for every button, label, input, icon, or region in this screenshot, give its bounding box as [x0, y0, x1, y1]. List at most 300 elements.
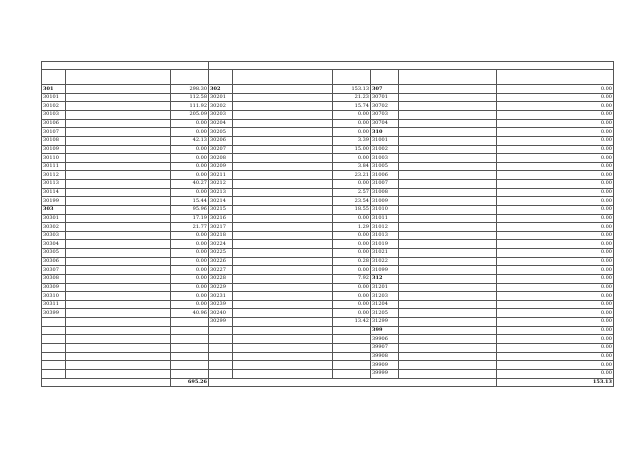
- cell-code: 30110: [42, 154, 66, 163]
- cell-amount: 0.00: [333, 214, 371, 223]
- table-row: [42, 369, 614, 378]
- cell-name: [233, 361, 333, 370]
- cell-name: [233, 343, 333, 352]
- cell-name: [233, 231, 333, 240]
- cell-amount: 21.23: [333, 93, 371, 102]
- cell-code: 31203: [371, 292, 399, 301]
- cell-name: [66, 335, 171, 344]
- cell-name: [66, 119, 171, 128]
- cell-amount: 0.00: [333, 119, 371, 128]
- cell-code: 30399: [42, 309, 66, 318]
- cell-code: 39999: [371, 369, 399, 378]
- cell-code: [42, 352, 66, 361]
- cell-amount: 0.00: [171, 249, 209, 258]
- cell-amount: 0.00: [171, 145, 209, 154]
- cell-amount: [171, 369, 209, 378]
- cell-code: 30299: [209, 318, 233, 327]
- cell-code: 30311: [42, 300, 66, 309]
- cell-amount: 0.00: [497, 249, 614, 258]
- cell-amount: [333, 326, 371, 335]
- cell-code: 31003: [371, 154, 399, 163]
- cell-amount: 40.27: [171, 180, 209, 189]
- cell-amount: 0.00: [497, 136, 614, 145]
- cell-code: 30225: [209, 249, 233, 258]
- table-row: [42, 93, 614, 102]
- cell-name: [66, 223, 171, 232]
- cell-code: 30228: [209, 274, 233, 283]
- cell-code: 31010: [371, 205, 399, 214]
- cell-amount: 0.00: [497, 266, 614, 275]
- cell-code: 31204: [371, 300, 399, 309]
- public-total-label: [209, 378, 497, 386]
- table-row: [42, 162, 614, 171]
- cell-amount: 0.00: [497, 309, 614, 318]
- cell-amount: [333, 343, 371, 352]
- cell-name: [66, 283, 171, 292]
- cell-name: [66, 111, 171, 120]
- cell-amount: 0.00: [497, 188, 614, 197]
- cell-code: 30303: [42, 231, 66, 240]
- cell-name: [233, 136, 333, 145]
- cell-amount: 17.19: [171, 214, 209, 223]
- cell-amount: 0.00: [171, 257, 209, 266]
- cell-name: [399, 361, 497, 370]
- cell-code: 30111: [42, 162, 66, 171]
- cell-code: 30240: [209, 309, 233, 318]
- cell-code: 31021: [371, 249, 399, 258]
- table-row: [42, 85, 614, 94]
- cell-code: 303: [42, 205, 66, 214]
- cell-code: 31005: [371, 162, 399, 171]
- cell-name: [233, 214, 333, 223]
- cell-name: [233, 180, 333, 189]
- cell-amount: [171, 343, 209, 352]
- cell-amount: 0.00: [333, 111, 371, 120]
- cell-name: [233, 352, 333, 361]
- cell-name: [233, 249, 333, 258]
- cell-code: 310: [371, 128, 399, 137]
- cell-code: 30204: [209, 119, 233, 128]
- table-row: [42, 154, 614, 163]
- cell-code: 30207: [209, 145, 233, 154]
- cell-amount: 0.00: [497, 128, 614, 137]
- cell-code: [209, 369, 233, 378]
- cell-code: 31012: [371, 223, 399, 232]
- cell-name: [66, 197, 171, 206]
- cell-name: [66, 309, 171, 318]
- col-header-name: [66, 70, 171, 85]
- cell-amount: 95.96: [171, 205, 209, 214]
- cell-code: [42, 369, 66, 378]
- cell-name: [233, 145, 333, 154]
- cell-amount: 112.58: [171, 93, 209, 102]
- cell-name: [233, 197, 333, 206]
- cell-amount: 0.00: [333, 180, 371, 189]
- cell-amount: 40.96: [171, 309, 209, 318]
- cell-name: [66, 171, 171, 180]
- cell-name: [233, 162, 333, 171]
- cell-code: 302: [209, 85, 233, 94]
- cell-name: [66, 292, 171, 301]
- cell-code: 31006: [371, 171, 399, 180]
- cell-amount: [333, 361, 371, 370]
- cell-amount: 0.00: [497, 223, 614, 232]
- cell-amount: 0.00: [333, 231, 371, 240]
- cell-code: 30227: [209, 266, 233, 275]
- cell-amount: 13.42: [333, 318, 371, 327]
- cell-code: 30107: [42, 128, 66, 137]
- cell-code: 31022: [371, 257, 399, 266]
- cell-name: [66, 343, 171, 352]
- cell-name: [399, 93, 497, 102]
- cell-name: [66, 205, 171, 214]
- cell-code: [42, 343, 66, 352]
- cell-code: 39906: [371, 335, 399, 344]
- cell-code: 30701: [371, 93, 399, 102]
- cell-name: [233, 93, 333, 102]
- cell-code: 30201: [209, 93, 233, 102]
- cell-amount: 15.00: [333, 145, 371, 154]
- cell-amount: 0.00: [497, 180, 614, 189]
- cell-name: [66, 326, 171, 335]
- cell-name: [399, 249, 497, 258]
- cell-amount: 0.00: [333, 240, 371, 249]
- table-row: [42, 352, 614, 361]
- cell-code: 31019: [371, 240, 399, 249]
- cell-name: [66, 266, 171, 275]
- personnel-section-header: [42, 62, 209, 70]
- cell-name: [233, 257, 333, 266]
- cell-name: [233, 111, 333, 120]
- cell-name: [399, 283, 497, 292]
- table-row: [42, 205, 614, 214]
- cell-amount: 0.00: [333, 283, 371, 292]
- cell-name: [233, 266, 333, 275]
- cell-name: [233, 154, 333, 163]
- table-row: [42, 309, 614, 318]
- cell-code: 30215: [209, 205, 233, 214]
- cell-code: 31013: [371, 231, 399, 240]
- cell-name: [233, 128, 333, 137]
- cell-code: [42, 318, 66, 327]
- cell-amount: 0.00: [497, 369, 614, 378]
- cell-code: 30216: [209, 214, 233, 223]
- personnel-total-label: [42, 378, 171, 386]
- cell-amount: 0.00: [171, 283, 209, 292]
- col-header-amount: [171, 70, 209, 85]
- cell-code: [42, 361, 66, 370]
- cell-name: [399, 318, 497, 327]
- cell-code: 31002: [371, 145, 399, 154]
- cell-amount: 0.00: [333, 309, 371, 318]
- cell-code: 30309: [42, 283, 66, 292]
- cell-name: [399, 214, 497, 223]
- cell-name: [66, 352, 171, 361]
- cell-name: [66, 231, 171, 240]
- cell-code: 31201: [371, 283, 399, 292]
- table-row: [42, 266, 614, 275]
- cell-amount: 0.00: [497, 119, 614, 128]
- table-row: [42, 343, 614, 352]
- cell-name: [233, 102, 333, 111]
- cell-code: 301: [42, 85, 66, 94]
- cell-amount: [171, 318, 209, 327]
- cell-name: [233, 335, 333, 344]
- cell-amount: 111.92: [171, 102, 209, 111]
- cell-amount: 0.00: [497, 111, 614, 120]
- cell-amount: 0.00: [497, 300, 614, 309]
- cell-amount: 23.54: [333, 197, 371, 206]
- cell-name: [399, 274, 497, 283]
- cell-amount: 7.92: [333, 274, 371, 283]
- cell-code: 30310: [42, 292, 66, 301]
- cell-name: [399, 197, 497, 206]
- cell-code: 31009: [371, 197, 399, 206]
- cell-code: 30226: [209, 257, 233, 266]
- cell-amount: 0.00: [497, 240, 614, 249]
- cell-name: [399, 309, 497, 318]
- cell-name: [399, 180, 497, 189]
- cell-name: [399, 128, 497, 137]
- cell-amount: 2.57: [333, 188, 371, 197]
- cell-amount: [171, 352, 209, 361]
- cell-amount: 0.00: [497, 214, 614, 223]
- cell-amount: 0.00: [497, 162, 614, 171]
- table-row: [42, 223, 614, 232]
- cell-amount: 0.00: [171, 119, 209, 128]
- cell-name: [233, 283, 333, 292]
- cell-code: 30203: [209, 111, 233, 120]
- cell-name: [399, 102, 497, 111]
- cell-name: [233, 309, 333, 318]
- cell-name: [399, 145, 497, 154]
- table-row: [42, 283, 614, 292]
- cell-code: 30113: [42, 180, 66, 189]
- cell-code: 312: [371, 274, 399, 283]
- cell-amount: 0.00: [497, 197, 614, 206]
- cell-name: [66, 102, 171, 111]
- table-row: [42, 274, 614, 283]
- cell-code: 307: [371, 85, 399, 94]
- public-section-header: [209, 62, 614, 70]
- table-row: [42, 145, 614, 154]
- cell-code: 31099: [371, 266, 399, 275]
- cell-amount: 0.00: [497, 274, 614, 283]
- cell-amount: 0.00: [171, 300, 209, 309]
- cell-amount: 0.00: [497, 292, 614, 301]
- table-row: [42, 318, 614, 327]
- cell-code: 30106: [42, 119, 66, 128]
- cell-name: [66, 369, 171, 378]
- cell-name: [233, 188, 333, 197]
- cell-name: [399, 136, 497, 145]
- cell-name: [233, 318, 333, 327]
- cell-code: [209, 352, 233, 361]
- cell-code: 30308: [42, 274, 66, 283]
- cell-amount: 0.00: [171, 292, 209, 301]
- cell-amount: 153.13: [333, 85, 371, 94]
- cell-name: [66, 240, 171, 249]
- cell-code: 30102: [42, 102, 66, 111]
- table-row: [42, 335, 614, 344]
- cell-code: 30229: [209, 283, 233, 292]
- table-row: [42, 214, 614, 223]
- cell-code: 30214: [209, 197, 233, 206]
- cell-code: 39909: [371, 361, 399, 370]
- cell-amount: 0.00: [497, 85, 614, 94]
- cell-name: [66, 300, 171, 309]
- cell-name: [66, 85, 171, 94]
- table-row: [42, 111, 614, 120]
- cell-amount: 0.00: [497, 93, 614, 102]
- table-row: [42, 300, 614, 309]
- cell-code: 30209: [209, 162, 233, 171]
- expenditure-table: [41, 61, 614, 387]
- cell-name: [399, 188, 497, 197]
- cell-amount: 15.74: [333, 102, 371, 111]
- cell-code: 30112: [42, 171, 66, 180]
- cell-name: [233, 326, 333, 335]
- col-header-name: [399, 70, 497, 85]
- cell-code: 30101: [42, 93, 66, 102]
- cell-name: [66, 145, 171, 154]
- cell-code: 30307: [42, 266, 66, 275]
- cell-amount: 0.00: [497, 283, 614, 292]
- cell-code: 30206: [209, 136, 233, 145]
- cell-name: [66, 93, 171, 102]
- cell-code: 30202: [209, 102, 233, 111]
- cell-name: [399, 231, 497, 240]
- cell-amount: 23.21: [333, 171, 371, 180]
- cell-code: 31205: [371, 309, 399, 318]
- col-header-amount: [497, 70, 614, 85]
- cell-amount: 298.30: [171, 85, 209, 94]
- cell-name: [399, 369, 497, 378]
- cell-name: [399, 240, 497, 249]
- cell-amount: 0.00: [497, 171, 614, 180]
- table-row: [42, 180, 614, 189]
- cell-code: 30301: [42, 214, 66, 223]
- cell-amount: 0.00: [333, 266, 371, 275]
- cell-name: [233, 85, 333, 94]
- cell-code: 399: [371, 326, 399, 335]
- cell-name: [66, 361, 171, 370]
- table-row: [42, 171, 614, 180]
- cell-name: [399, 85, 497, 94]
- table-row: [42, 292, 614, 301]
- cell-name: [399, 292, 497, 301]
- cell-name: [399, 326, 497, 335]
- cell-code: 30702: [371, 102, 399, 111]
- cell-code: 30239: [209, 300, 233, 309]
- cell-code: [209, 326, 233, 335]
- cell-code: 30217: [209, 223, 233, 232]
- col-header-name: [233, 70, 333, 85]
- cell-code: [42, 326, 66, 335]
- cell-name: [399, 154, 497, 163]
- cell-name: [399, 300, 497, 309]
- cell-amount: 0.00: [497, 154, 614, 163]
- cell-code: 30213: [209, 188, 233, 197]
- table-row: [42, 257, 614, 266]
- table-row: [42, 197, 614, 206]
- table-row: [42, 102, 614, 111]
- cell-amount: 42.13: [171, 136, 209, 145]
- cell-name: [66, 214, 171, 223]
- cell-amount: 0.00: [333, 154, 371, 163]
- cell-code: 31001: [371, 136, 399, 145]
- cell-name: [66, 318, 171, 327]
- cell-code: [209, 335, 233, 344]
- cell-amount: 21.77: [171, 223, 209, 232]
- cell-code: 31011: [371, 214, 399, 223]
- cell-code: [209, 343, 233, 352]
- cell-amount: 0.00: [497, 231, 614, 240]
- cell-amount: 0.00: [497, 326, 614, 335]
- cell-amount: 18.55: [333, 205, 371, 214]
- cell-amount: 0.00: [171, 266, 209, 275]
- cell-code: 30231: [209, 292, 233, 301]
- col-header-code: [209, 70, 233, 85]
- cell-amount: 0.00: [333, 292, 371, 301]
- col-header-code: [371, 70, 399, 85]
- cell-name: [66, 188, 171, 197]
- cell-code: 30211: [209, 171, 233, 180]
- cell-name: [66, 249, 171, 258]
- cell-amount: 0.00: [497, 361, 614, 370]
- col-header-code: [42, 70, 66, 85]
- table-row: [42, 231, 614, 240]
- cell-code: 30704: [371, 119, 399, 128]
- table-row: [42, 128, 614, 137]
- cell-amount: [171, 335, 209, 344]
- cell-name: [233, 300, 333, 309]
- cell-amount: 0.28: [333, 257, 371, 266]
- cell-code: [42, 335, 66, 344]
- cell-amount: 0.00: [497, 257, 614, 266]
- cell-code: 31299: [371, 318, 399, 327]
- cell-amount: [333, 335, 371, 344]
- cell-name: [233, 171, 333, 180]
- cell-code: 30703: [371, 111, 399, 120]
- cell-amount: 0.00: [333, 300, 371, 309]
- cell-code: [209, 361, 233, 370]
- cell-amount: [171, 361, 209, 370]
- cell-amount: 0.00: [171, 240, 209, 249]
- cell-name: [399, 171, 497, 180]
- cell-amount: 3.39: [333, 136, 371, 145]
- cell-name: [399, 111, 497, 120]
- cell-code: 30108: [42, 136, 66, 145]
- cell-name: [66, 128, 171, 137]
- cell-amount: 1.29: [333, 223, 371, 232]
- cell-name: [233, 292, 333, 301]
- cell-name: [233, 223, 333, 232]
- cell-amount: 205.09: [171, 111, 209, 120]
- cell-amount: 0.00: [171, 162, 209, 171]
- cell-amount: 0.00: [171, 154, 209, 163]
- table-row: [42, 240, 614, 249]
- cell-name: [399, 162, 497, 171]
- cell-name: [399, 343, 497, 352]
- cell-name: [399, 205, 497, 214]
- cell-code: 30208: [209, 154, 233, 163]
- table-row: [42, 188, 614, 197]
- cell-code: 30304: [42, 240, 66, 249]
- cell-name: [399, 335, 497, 344]
- cell-code: 30114: [42, 188, 66, 197]
- cell-amount: [171, 326, 209, 335]
